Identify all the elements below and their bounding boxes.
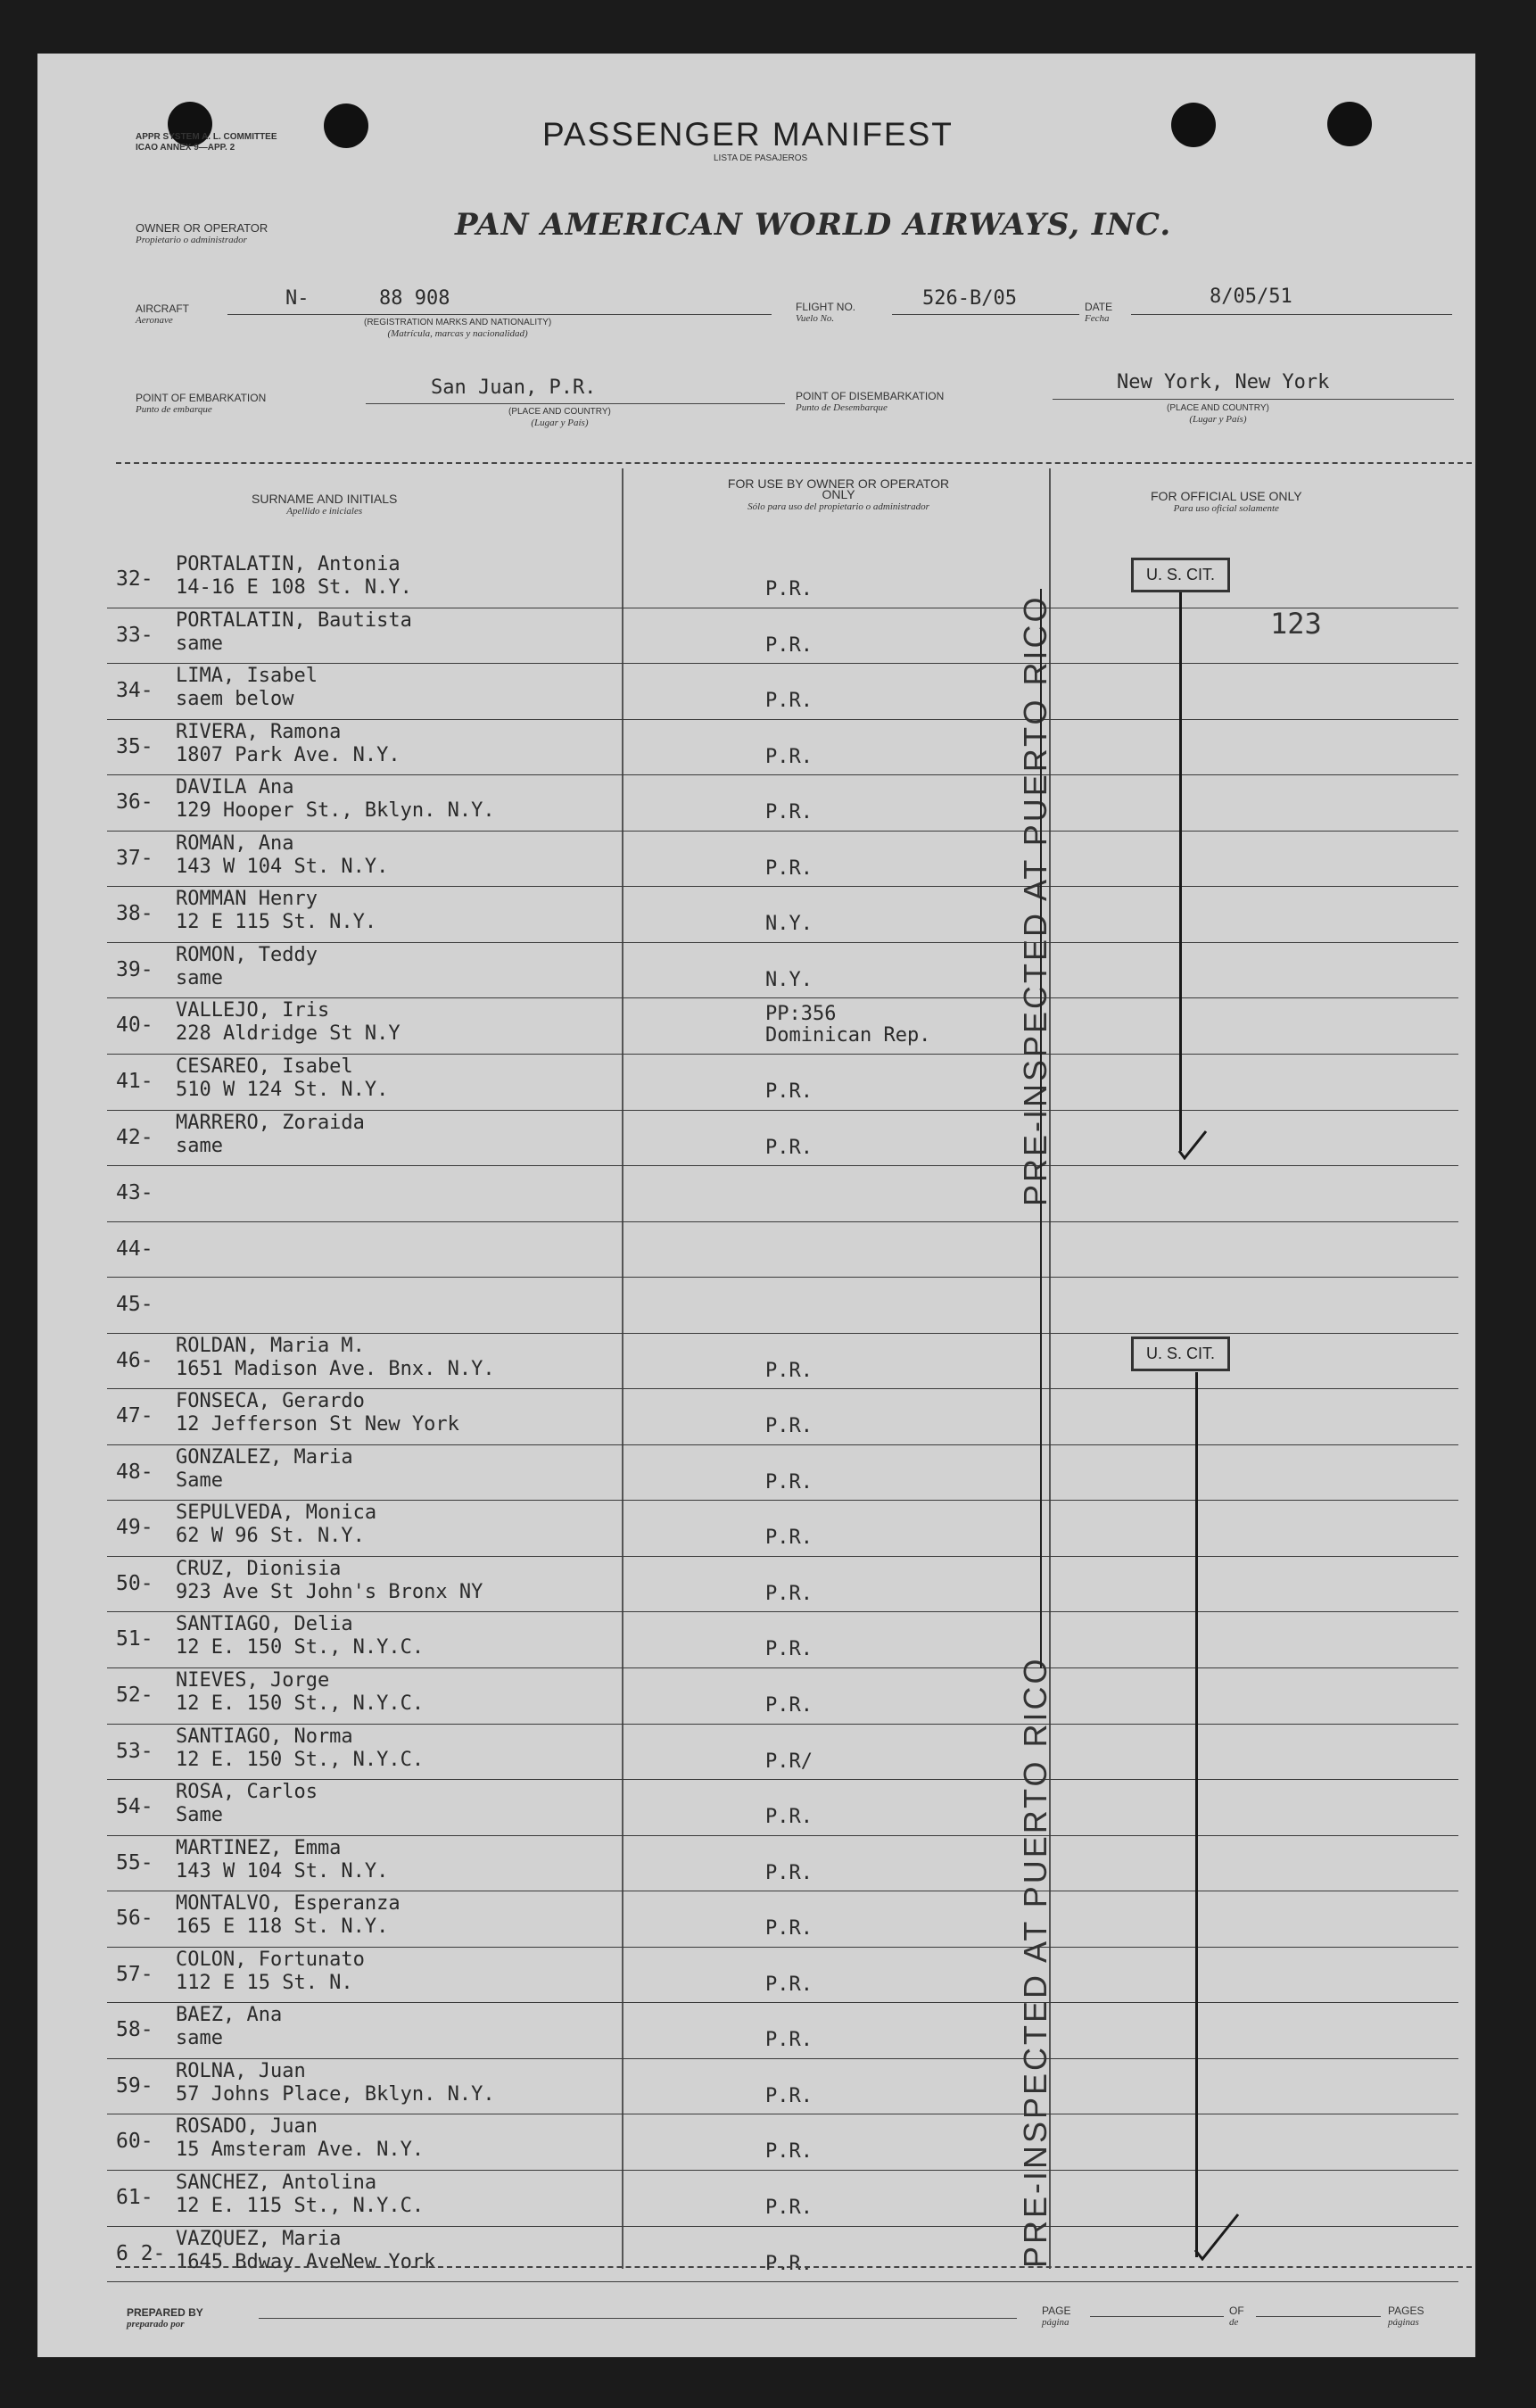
form-reference — [136, 132, 277, 153]
passenger-address: same — [176, 966, 223, 989]
passenger-address: 14-16 E 108 St. N.Y. — [176, 576, 412, 599]
row-number: 45- — [116, 1293, 153, 1317]
flight-label — [796, 302, 855, 324]
passenger-name: COLON, Fortunato — [176, 1948, 365, 1971]
row-number: 47- — [116, 1404, 153, 1428]
row-number: 61- — [116, 2185, 153, 2209]
owner-label-es: Propietario o administrador — [136, 235, 247, 245]
row-divider — [107, 831, 1458, 832]
passenger-address: 129 Hooper St., Bklyn. N.Y. — [176, 799, 495, 823]
preinspected-stamp-top: PRE-INSPECTED AT PUERTO RICO — [1017, 594, 1053, 1206]
flight-date: 8/05/51 — [1210, 285, 1292, 308]
passenger-name: PORTALATIN, Bautista — [176, 608, 412, 632]
passenger-address: 165 E 118 St. N.Y. — [176, 1916, 389, 1939]
column-header-official-en: FOR OFFICIAL USE ONLY — [1151, 489, 1302, 503]
operator-note-2: P.R. — [765, 745, 813, 768]
operator-note-2: P.R. — [765, 2196, 813, 2219]
row-divider — [107, 1110, 1458, 1111]
row-number: 51- — [116, 1627, 153, 1651]
row-divider — [107, 2170, 1458, 2171]
row-divider — [107, 719, 1458, 720]
passenger-address: 112 E 15 St. N. — [176, 1971, 353, 1994]
preinspected-bracket — [1040, 589, 1042, 1668]
aircraft-value: 88 908 — [379, 287, 450, 310]
passenger-address: 1807 Park Ave. N.Y. — [176, 743, 401, 766]
operator-note-2: P.R. — [765, 1470, 813, 1494]
row-number: 40- — [116, 1014, 153, 1038]
row-number: 41- — [116, 1069, 153, 1093]
operator-note-2: P.R. — [765, 856, 813, 880]
operator-note-2: P.R. — [765, 633, 813, 657]
form-ref-line-1: APPR SYSTEM A. L. COMMITTEE — [136, 132, 277, 142]
pages-label-es: páginas — [1388, 2317, 1419, 2328]
passenger-name: SANTIAGO, Norma — [176, 1725, 353, 1748]
passenger-name: CESAREO, Isabel — [176, 1055, 353, 1078]
disembarkation-label — [796, 391, 944, 413]
passenger-count: 123 — [1270, 607, 1322, 641]
disembarkation-note-es: (Lugar y País) — [1189, 414, 1247, 425]
passenger-name: ROSA, Carlos — [176, 1781, 318, 1804]
of-label-es: de — [1229, 2317, 1239, 2328]
us-cit-stamp-bottom: U. S. CIT. — [1131, 1336, 1230, 1371]
row-divider — [107, 1277, 1458, 1278]
operator-note-2: P.R. — [765, 2084, 813, 2107]
owner-label — [136, 223, 268, 245]
pages-label-en: PAGES — [1388, 2305, 1425, 2317]
operator-note-2: P.R. — [765, 1527, 813, 1550]
disembarkation-note-en: (PLACE AND COUNTRY) — [1167, 403, 1269, 413]
row-divider — [107, 997, 1458, 998]
passenger-address: 143 W 104 St. N.Y. — [176, 855, 389, 878]
passenger-address: same — [176, 632, 223, 655]
row-divider — [107, 2226, 1458, 2227]
operator-note-2: P.R. — [765, 1582, 813, 1605]
passenger-address: 510 W 124 St. N.Y. — [176, 1078, 389, 1101]
aircraft-note-es: (Matrícula, marcas y nacionalidad) — [387, 328, 528, 339]
column-header-official — [1151, 491, 1302, 514]
column-header-name-es: Apellido e iniciales — [286, 506, 363, 517]
aircraft-note — [364, 318, 551, 340]
embarkation-label-en: POINT OF EMBARKATION — [136, 392, 267, 404]
of-label-en: OF — [1229, 2305, 1244, 2317]
disembarkation-label-es: Punto de Desembarque — [796, 402, 888, 413]
row-divider — [107, 1611, 1458, 1612]
aircraft-prefix: N- — [285, 287, 310, 310]
row-number: 56- — [116, 1907, 153, 1931]
date-label — [1085, 302, 1112, 324]
passenger-name: ROMMAN Henry — [176, 888, 318, 911]
flight-number: 526-B/05 — [922, 287, 1017, 310]
operator-note-2: P.R. — [765, 1136, 813, 1159]
row-number: 6 2- — [116, 2241, 166, 2265]
row-number: 35- — [116, 734, 153, 758]
row-number: 46- — [116, 1348, 153, 1372]
operator-note-2: P.R. — [765, 1806, 813, 1829]
row-divider — [107, 1221, 1458, 1222]
passenger-address: 12 E. 150 St., N.Y.C. — [176, 1636, 425, 1659]
passenger-address: 923 Ave St John's Bronx NY — [176, 1580, 483, 1603]
column-header-operator — [723, 478, 954, 512]
operator-note-2: P.R. — [765, 1080, 813, 1103]
operator-note-2: P.R. — [765, 1861, 813, 1884]
row-divider — [107, 1388, 1458, 1389]
flight-label-es: Vuelo No. — [796, 313, 835, 324]
passenger-address: same — [176, 2027, 223, 2050]
prepared-by-en: PREPARED BY — [127, 2306, 203, 2319]
punch-hole-icon — [1327, 102, 1372, 146]
passenger-address: 12 E. 150 St., N.Y.C. — [176, 1748, 425, 1771]
operator-note-2: P.R. — [765, 1638, 813, 1661]
row-number: 39- — [116, 957, 153, 981]
passenger-name: VALLEJO, Iris — [176, 999, 330, 1022]
embarkation-note-es: (Lugar y País) — [531, 418, 589, 428]
punch-hole-icon — [1171, 103, 1216, 147]
row-number: 33- — [116, 623, 153, 647]
embarkation-note-en: (PLACE AND COUNTRY) — [508, 407, 611, 417]
prepared-by-es: preparado por — [127, 2319, 185, 2329]
row-divider — [107, 2281, 1458, 2282]
form-ref-line-2: ICAO ANNEX 9—APP. 2 — [136, 143, 235, 153]
passenger-address: 62 W 96 St. N.Y. — [176, 1525, 365, 1548]
of-label — [1229, 2305, 1244, 2328]
passenger-name: GONZALEZ, Maria — [176, 1445, 353, 1469]
passenger-name: ROMAN, Ana — [176, 832, 294, 855]
passenger-address: saem below — [176, 688, 294, 711]
date-label-es: Fecha — [1085, 313, 1110, 324]
column-header-operator-es: Sólo para uso del propietario o administrador — [747, 501, 929, 512]
embarkation-label-es: Punto de embarque — [136, 404, 212, 415]
row-number: 44- — [116, 1237, 153, 1261]
operator-note-2: P.R. — [765, 2029, 813, 2052]
row-divider — [107, 1556, 1458, 1557]
operator-note-2: P.R. — [765, 1694, 813, 1717]
row-number: 36- — [116, 790, 153, 815]
row-number: 60- — [116, 2130, 153, 2154]
row-number: 54- — [116, 1795, 153, 1819]
passenger-address: 143 W 104 St. N.Y. — [176, 1859, 389, 1883]
operator-note-2: P.R. — [765, 690, 813, 713]
row-number: 55- — [116, 1850, 153, 1874]
passenger-name: MARTINEZ, Emma — [176, 1836, 342, 1859]
operator-note-2: P.R. — [765, 578, 813, 600]
embarkation-value: San Juan, P.R. — [431, 377, 597, 399]
row-number: 52- — [116, 1684, 153, 1707]
aircraft-label — [136, 303, 189, 326]
passenger-address: 12 E. 150 St., N.Y.C. — [176, 1692, 425, 1715]
row-divider — [107, 663, 1458, 664]
passenger-name: MONTALVO, Esperanza — [176, 1892, 401, 1916]
operator-note-2: P.R. — [765, 801, 813, 824]
passenger-address: 15 Amsteram Ave. N.Y. — [176, 2139, 425, 2162]
date-label-en: DATE — [1085, 301, 1113, 313]
company-name: PAN AMERICAN WORLD AIRWAYS, INC. — [455, 207, 1172, 243]
passenger-address: 228 Aldridge St N.Y — [176, 1022, 401, 1046]
passenger-name: MARRERO, Zoraida — [176, 1111, 365, 1134]
aircraft-label-en: AIRCRAFT — [136, 302, 189, 315]
passenger-address: 1645 Bdway AveNew York — [176, 2250, 436, 2273]
operator-note-2: P.R. — [765, 2252, 813, 2275]
passenger-address: 12 Jefferson St New York — [176, 1413, 459, 1436]
passenger-name: ROLDAN, Maria M. — [176, 1334, 365, 1357]
row-number: 34- — [116, 679, 153, 703]
passenger-address: 12 E. 115 St., N.Y.C. — [176, 2194, 425, 2217]
passenger-name: SANTIAGO, Delia — [176, 1613, 353, 1636]
prepared-by-label — [127, 2307, 203, 2329]
passenger-name: CRUZ, Dionisia — [176, 1557, 342, 1580]
passenger-name: BAEZ, Ana — [176, 2004, 283, 2027]
passenger-name: DAVILA Ana — [176, 776, 294, 799]
passenger-address: 1651 Madison Ave. Bnx. N.Y. — [176, 1357, 495, 1380]
row-divider — [107, 1667, 1458, 1668]
column-divider — [622, 468, 623, 2269]
aircraft-label-es: Aeronave — [136, 315, 173, 326]
column-header-name — [252, 493, 397, 517]
row-divider — [107, 1444, 1458, 1445]
embarkation-label — [136, 393, 266, 415]
row-number: 53- — [116, 1739, 153, 1763]
punch-hole-icon — [324, 103, 368, 148]
passenger-name: VAZQUEZ, Maria — [176, 2227, 342, 2250]
page-title: PASSENGER MANIFEST — [542, 116, 954, 153]
row-number: 59- — [116, 2073, 153, 2098]
bracket-line — [1195, 1372, 1198, 2257]
row-number: 37- — [116, 846, 153, 870]
passenger-name: ROSADO, Juan — [176, 2115, 318, 2139]
passenger-address: 57 Johns Place, Bklyn. N.Y. — [176, 2082, 495, 2106]
pages-label — [1388, 2305, 1424, 2328]
page-label-es: página — [1042, 2317, 1069, 2328]
owner-label-en: OWNER OR OPERATOR — [136, 221, 268, 235]
row-divider — [107, 1779, 1458, 1780]
column-header-operator-en: FOR USE BY OWNER OR OPERATOR ONLY — [727, 476, 950, 501]
row-divider — [107, 774, 1458, 775]
row-divider — [107, 1724, 1458, 1725]
operator-note-2: P.R. — [765, 1359, 813, 1382]
passenger-name: NIEVES, Jorge — [176, 1669, 330, 1692]
passenger-name: SEPULVEDA, Monica — [176, 1502, 377, 1525]
aircraft-note-en: (REGISTRATION MARKS AND NATIONALITY) — [364, 318, 552, 327]
row-divider — [107, 2058, 1458, 2059]
row-divider — [107, 1500, 1458, 1501]
operator-note-2: P.R. — [765, 1973, 813, 1996]
row-divider — [107, 886, 1458, 887]
page-label-en: PAGE — [1042, 2305, 1071, 2317]
passenger-address: 12 E 115 St. N.Y. — [176, 911, 377, 934]
row-divider — [107, 1947, 1458, 1948]
operator-note-1: PP:356 — [765, 1003, 837, 1026]
passenger-address: same — [176, 1134, 223, 1157]
row-number: 49- — [116, 1516, 153, 1540]
row-number: 50- — [116, 1571, 153, 1595]
row-divider — [107, 1165, 1458, 1166]
operator-note-2: N.Y. — [765, 913, 813, 936]
row-number: 43- — [116, 1181, 153, 1205]
passenger-name: ROMON, Teddy — [176, 943, 318, 966]
disembarkation-label-en: POINT OF DISEMBARKATION — [796, 390, 945, 402]
checkmark-icon — [1192, 2211, 1242, 2261]
row-number: 32- — [116, 567, 153, 591]
passenger-address: Same — [176, 1804, 223, 1827]
row-number: 57- — [116, 1962, 153, 1986]
operator-note-2: N.Y. — [765, 968, 813, 991]
row-divider — [107, 1333, 1458, 1334]
operator-note-2: P.R. — [765, 2140, 813, 2164]
page-subtitle: LISTA DE PASAJEROS — [714, 153, 808, 163]
preinspected-stamp-bottom: PRE-INSPECTED AT PUERTO RICO — [1017, 1656, 1053, 2268]
checkmark-icon — [1176, 1128, 1211, 1160]
passenger-name: RIVERA, Ramona — [176, 720, 342, 743]
operator-note-2: P.R/ — [765, 1750, 813, 1773]
column-header-name-en: SURNAME AND INITIALS — [252, 492, 398, 506]
operator-note-2: Dominican Rep. — [765, 1024, 931, 1047]
column-header-official-es: Para uso oficial solamente — [1173, 503, 1279, 514]
passenger-name: FONSECA, Gerardo — [176, 1390, 365, 1413]
operator-note-2: P.R. — [765, 1917, 813, 1940]
passenger-name: SANCHEZ, Antolina — [176, 2171, 377, 2194]
bracket-line — [1179, 592, 1182, 1151]
us-cit-stamp-top: U. S. CIT. — [1131, 558, 1230, 592]
embarkation-note — [508, 407, 611, 429]
passenger-address: Same — [176, 1469, 223, 1492]
flight-label-en: FLIGHT NO. — [796, 301, 856, 313]
disembarkation-value: New York, New York — [1117, 371, 1330, 393]
row-divider — [107, 1054, 1458, 1055]
passenger-name: PORTALATIN, Antonia — [176, 553, 401, 575]
row-divider — [107, 1835, 1458, 1836]
row-divider — [107, 2002, 1458, 2003]
passenger-name: ROLNA, Juan — [176, 2059, 306, 2082]
row-number: 48- — [116, 1460, 153, 1484]
row-number: 58- — [116, 2018, 153, 2042]
disembarkation-note — [1167, 403, 1269, 426]
row-divider — [107, 942, 1458, 943]
row-number: 38- — [116, 902, 153, 926]
page-label — [1042, 2305, 1070, 2328]
row-number: 42- — [116, 1125, 153, 1149]
operator-note-2: P.R. — [765, 1415, 813, 1438]
passenger-name: LIMA, Isabel — [176, 665, 318, 688]
